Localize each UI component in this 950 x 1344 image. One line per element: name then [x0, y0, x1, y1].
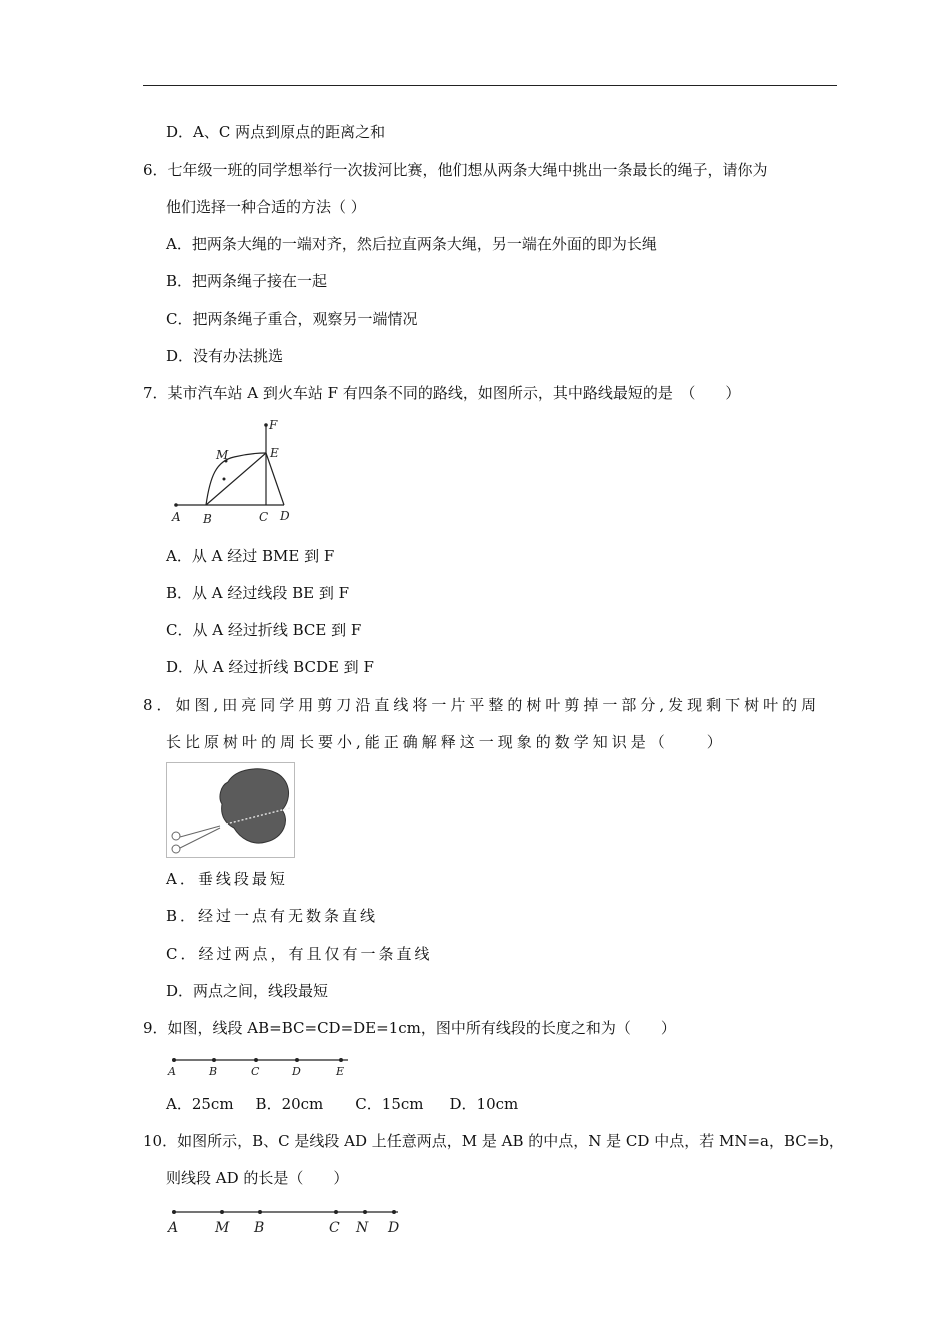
q7-label-d: D — [280, 509, 290, 523]
q9-option-c: C．15cm — [355, 1095, 424, 1113]
q8-option-d: D．两点之间，线段最短 — [166, 982, 329, 1000]
q5-option-d: D．A、C 两点到原点的距离之和 — [166, 123, 386, 141]
q6-option-c: C．把两条绳子重合，观察另一端情况 — [166, 310, 418, 328]
q8-stem-line1: 8．如图,田亮同学用剪刀沿直线将一片平整的树叶剪掉一部分,发现剩下树叶的周 — [143, 696, 821, 714]
q7-label-b: B — [203, 512, 212, 526]
q9-label-a: A — [168, 1065, 176, 1078]
q9-label-e: E — [336, 1065, 345, 1078]
q6-stem-line2: 他们选择一种合适的方法（ ） — [166, 198, 366, 216]
q10-label-a: A — [168, 1220, 179, 1236]
q7-label-m: M — [216, 448, 229, 462]
q10-label-c: C — [329, 1220, 340, 1236]
q10-stem-line1: 10．如图所示，B、C 是线段 AD 上任意两点，M 是 AB 的中点，N 是 CD 中点，若 MN=a，BC=b， — [143, 1132, 844, 1150]
q8-leaf-figure — [166, 762, 296, 858]
q8-option-c: C．经过两点，有且仅有一条直线 — [166, 945, 433, 963]
header-rule — [143, 85, 837, 86]
q9-option-a: A．25cm — [166, 1095, 234, 1113]
q7-label-c: C — [259, 510, 269, 524]
q10-segment-figure — [166, 1204, 406, 1240]
q8-stem-line2: 长比原树叶的周长要小,能正确解释这一现象的数学知识是（ ） — [166, 733, 726, 751]
q8-option-a: A．垂线段最短 — [166, 870, 288, 888]
q7-label-f: F — [269, 418, 278, 432]
q9-options — [166, 1094, 518, 1114]
q9-segment-figure — [166, 1052, 356, 1082]
q9-label-d: D — [292, 1065, 301, 1078]
q10-stem-line2: 则线段 AD 的长是（ ） — [166, 1169, 349, 1187]
q9-option-d: D．10cm — [449, 1095, 519, 1113]
q10-label-d: D — [388, 1220, 400, 1236]
q6-option-d: D．没有办法挑选 — [166, 347, 284, 365]
q7-option-b: B．从 A 经过线段 BE 到 F — [166, 584, 350, 602]
q7-label-e: E — [270, 446, 279, 460]
q7-option-d: D．从 A 经过折线 BCDE 到 F — [166, 658, 374, 676]
q8-option-b: B．经过一点有无数条直线 — [166, 907, 379, 925]
q6-stem-line1: 6．七年级一班的同学想举行一次拔河比赛，他们想从两条大绳中挑出一条最长的绳子，请你为 — [143, 161, 768, 179]
q9-label-b: B — [209, 1065, 218, 1078]
q7-option-c: C．从 A 经过折线 BCE 到 F — [166, 621, 362, 639]
q7-option-a: A．从 A 经过 BME 到 F — [166, 547, 335, 565]
q7-label-a: A — [172, 510, 181, 524]
q10-label-m: M — [215, 1220, 230, 1236]
q6-option-a: A．把两条大绳的一端对齐，然后拉直两条大绳，另一端在外面的即为长绳 — [166, 235, 657, 253]
q10-label-n: N — [356, 1220, 369, 1236]
q9-stem: 9．如图，线段 AB=BC=CD=DE=1cm，图中所有线段的长度之和为（ ） — [143, 1019, 676, 1037]
q6-option-b: B．把两条绳子接在一起 — [166, 272, 328, 290]
q10-label-b: B — [254, 1220, 265, 1236]
q9-option-b: B．20cm — [255, 1095, 324, 1113]
q7-stem: 7．某市汽车站 A 到火车站 F 有四条不同的路线，如图所示，其中路线最短的是 （ ） — [143, 384, 741, 402]
q9-label-c: C — [251, 1065, 260, 1078]
q7-route-figure — [166, 417, 296, 529]
